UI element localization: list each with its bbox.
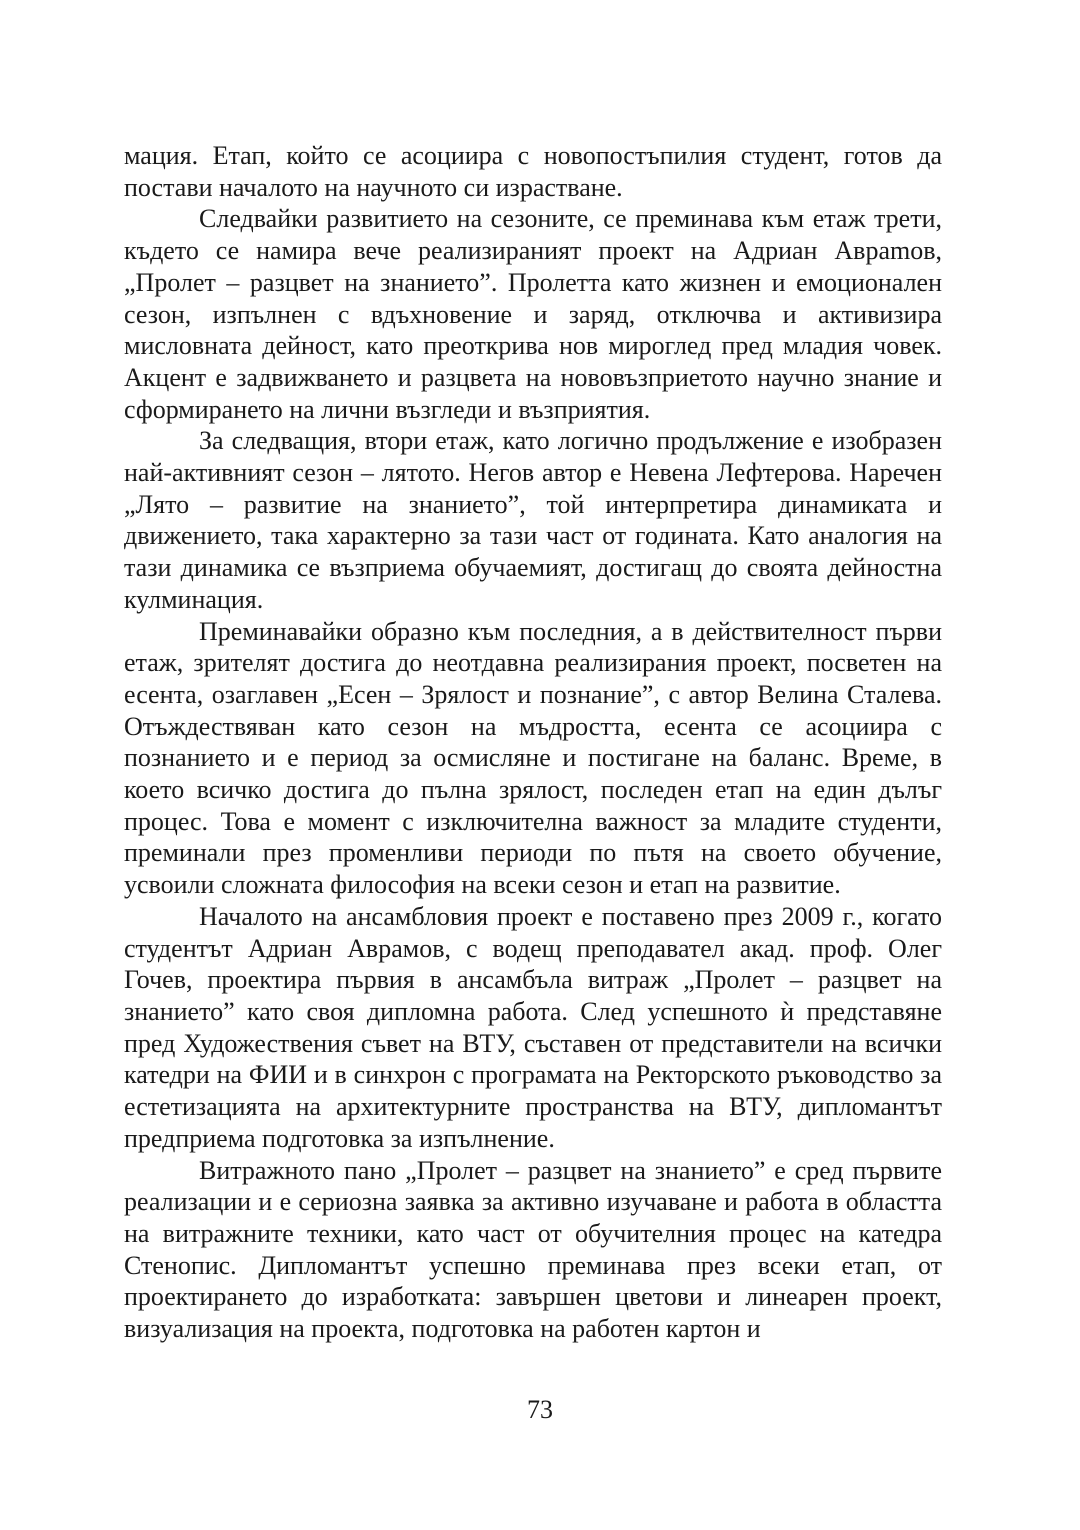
page-number: 73 xyxy=(527,1395,553,1424)
paragraph: Следвайки развитието на сезоните, се преминава към етаж трети, където се намира вече реализираният проект на Адриан Авраmов, „Пролет – разцвет на знанието”. Пролетта като жизнен и емоционален сезон, изпълнен с вдъхновение и заряд, отключва и активизира мисловната дейност, като преоткрива нов мироглед пред младия човек. Акцент е задвижването и разцвета на нововъзприетото научно знание и сформирането на лични възгледи и възприятия. xyxy=(124,204,942,424)
body-text xyxy=(124,140,942,1345)
paragraph: Витражното пано „Пролет – разцвет на знанието” е сред първите реализации и е сериозна заявка за активно изучаване и работа в областта на витражните техники, като част от обучителния процес на катедра Стенопис. Дипломантът успешно преминава през всеки етап, от проектирането до изработката: завършен цветови и линеарен проект, визуализация на проекта, подготовка на работен картон и xyxy=(124,1155,942,1344)
paragraph: Преминавайки образно към последния, а в действителност първи етаж, зрителят достига до неотдавна реализирания проект, посветен на есента, озаглавен „Есен – Зрялост и познание”, с автор Велина Сталева. Отъждествяван като сезон на мъдростта, есента се асоциира с познанието и е период за осмисляне и постигане на баланс. Време, в което всичко достига до пълна зрялост, последен етап на един дълъг процес. Това е момент с изключителна важност за младите студенти, преминали през променливи периоди по пътя на своето обучение, усвоили сложната философия на всеки сезон и етап на развитие. xyxy=(124,616,942,900)
paragraph: мация. Етап, който се асоциира с новопостъпилия студент, готов да постави началото на научното си израстване. xyxy=(124,141,942,202)
paragraph: За следващия, втори етаж, като логично продължение е изобразен най-активният сезон – лятото. Негов автор е Невена Лефтерова. Наречен „Лято – развитие на знанието”, той интерпретира динамиката и движението, така характерно за тази част от годината. Като аналогия на тази динамика се възприема обучаемият, достигащ до своята дейностна кулминация. xyxy=(124,426,942,614)
paragraph: Началото на ансамбловия проект е поставено през 2009 г., когато студентът Адриан Аврамов, с водещ преподавател акад. проф. Олег Гочев, проектира първия в ансамбъла витраж „Пролет – разцвет на знанието” като своя дипломна работа. След успешното ѝ представяне пред Художествения съвет на ВТУ, съставен от представители на всички катедри на ФИИ и в синхрон с програмата на Ректорското ръководство за естетизацията на архитектурните пространства на ВТУ, дипломантът предприема подготовка за изпълнение. xyxy=(124,901,942,1153)
